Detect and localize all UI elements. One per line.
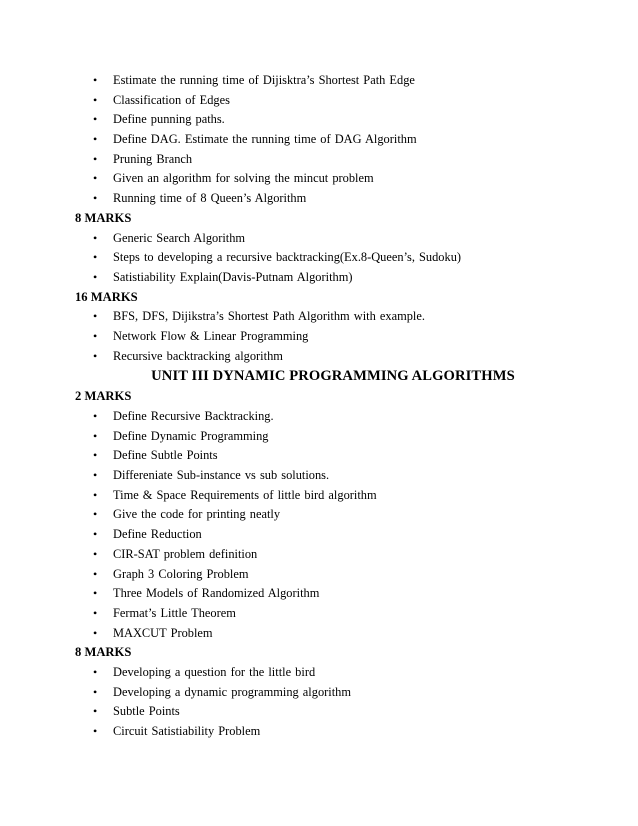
list-item	[0, 229, 638, 249]
list-item	[0, 150, 638, 170]
question-text: Subtle Points	[113, 704, 180, 719]
question-text: Pruning Branch	[113, 151, 193, 166]
list-item	[0, 486, 638, 506]
marks-heading: 8 MARKS	[75, 210, 132, 225]
bullet-icon: •	[93, 664, 98, 679]
bullet-icon: •	[93, 684, 98, 699]
list-item	[0, 545, 638, 565]
question-text: Estimate the running time of Dijisktra’s Shortest Path Edge	[113, 73, 415, 87]
question-list	[0, 71, 638, 209]
bullet-icon: •	[93, 171, 98, 186]
question-section	[0, 71, 638, 209]
list-item	[0, 505, 638, 525]
question-text: Define Dynamic Programming	[113, 428, 269, 443]
bullet-icon: •	[93, 328, 98, 343]
marks-heading: 8 MARKS	[75, 645, 132, 660]
list-item	[0, 307, 638, 327]
question-text: Steps to developing a recursive backtracking(Ex.8-Queen’s, Sudoku)	[113, 250, 462, 265]
list-item	[0, 347, 638, 367]
bullet-icon: •	[93, 112, 98, 127]
question-list	[0, 229, 638, 288]
bullet-icon: •	[93, 230, 98, 245]
question-text: Generic Search Algorithm	[113, 230, 246, 245]
question-text: Given an algorithm for solving the mincut problem	[113, 171, 374, 186]
question-text: Time & Space Requirements of little bird algorithm	[113, 487, 377, 502]
list-item	[0, 525, 638, 545]
question-text: CIR-SAT problem definition	[113, 546, 258, 561]
list-item	[0, 624, 638, 644]
question-list	[0, 307, 638, 366]
bullet-icon: •	[93, 348, 98, 363]
question-text: Satistiability Explain(Davis-Putnam Algorithm)	[113, 269, 353, 284]
question-section	[0, 288, 638, 367]
document-page	[0, 71, 638, 742]
bullet-icon: •	[93, 428, 98, 443]
bullet-icon: •	[93, 487, 98, 502]
question-text: Running time of 8 Queen’s Algorithm	[113, 191, 307, 206]
question-text: Developing a question for the little bird	[113, 664, 316, 679]
bullet-icon: •	[93, 132, 98, 147]
question-text: Define punning paths.	[113, 112, 225, 127]
list-item	[0, 446, 638, 466]
bullet-icon: •	[93, 151, 98, 166]
list-item	[0, 565, 638, 585]
question-text: Circuit Satistiability Problem	[113, 724, 261, 738]
question-text: Recursive backtracking algorithm	[113, 348, 283, 363]
bullet-icon: •	[93, 250, 98, 265]
bullet-icon: •	[93, 409, 98, 423]
bullet-icon: •	[93, 468, 98, 483]
question-list	[0, 663, 638, 742]
bullet-icon: •	[93, 507, 98, 522]
question-text: Give the code for printing neatly	[113, 507, 281, 522]
bullet-icon: •	[93, 309, 98, 324]
question-section	[0, 643, 638, 741]
list-item	[0, 268, 638, 288]
list-item	[0, 110, 638, 130]
list-item	[0, 327, 638, 347]
question-text: Network Flow & Linear Programming	[113, 328, 309, 343]
question-text: Developing a dynamic programming algorithm	[113, 684, 351, 699]
question-text: Classification of Edges	[113, 92, 230, 107]
question-text: Three Models of Randomized Algorithm	[113, 586, 320, 601]
bullet-icon: •	[93, 566, 98, 581]
bullet-icon: •	[93, 546, 98, 561]
question-section	[0, 209, 638, 288]
list-item	[0, 663, 638, 683]
question-text: MAXCUT Problem	[113, 625, 213, 640]
list-item	[0, 130, 638, 150]
bullet-icon: •	[93, 92, 98, 107]
bullet-icon: •	[93, 269, 98, 284]
question-text: Define Recursive Backtracking.	[113, 409, 274, 423]
list-item	[0, 702, 638, 722]
bullet-icon: •	[93, 704, 98, 719]
list-item	[0, 71, 638, 91]
bullet-icon: •	[93, 605, 98, 620]
question-text: Define DAG. Estimate the running time of DAG Algorithm	[113, 132, 417, 147]
question-section	[0, 387, 638, 643]
bullet-icon: •	[93, 448, 98, 463]
bullet-icon: •	[93, 724, 98, 738]
list-item	[0, 407, 638, 427]
question-text: Fermat’s Little Theorem	[113, 605, 236, 620]
bullet-icon: •	[93, 73, 98, 87]
question-text: Define Reduction	[113, 527, 202, 542]
list-item	[0, 248, 638, 268]
list-item	[0, 189, 638, 209]
list-item	[0, 169, 638, 189]
question-text: Graph 3 Coloring Problem	[113, 566, 249, 581]
unit-title: UNIT III DYNAMIC PROGRAMMING ALGORITHMS	[151, 368, 515, 385]
question-text: Define Subtle Points	[113, 448, 218, 463]
list-item	[0, 683, 638, 703]
list-item	[0, 91, 638, 111]
bullet-icon: •	[93, 527, 98, 542]
list-item	[0, 427, 638, 447]
bullet-icon: •	[93, 625, 98, 640]
marks-heading: 2 MARKS	[75, 389, 132, 404]
marks-heading: 16 MARKS	[75, 289, 138, 304]
bullet-icon: •	[93, 586, 98, 601]
list-item	[0, 604, 638, 624]
question-text: Differeniate Sub-instance vs sub solutions.	[113, 468, 330, 483]
question-text: BFS, DFS, Dijikstra’s Shortest Path Algorithm with example.	[113, 309, 425, 324]
question-list	[0, 407, 638, 643]
list-item	[0, 466, 638, 486]
list-item	[0, 722, 638, 742]
list-item	[0, 584, 638, 604]
bullet-icon: •	[93, 191, 98, 206]
